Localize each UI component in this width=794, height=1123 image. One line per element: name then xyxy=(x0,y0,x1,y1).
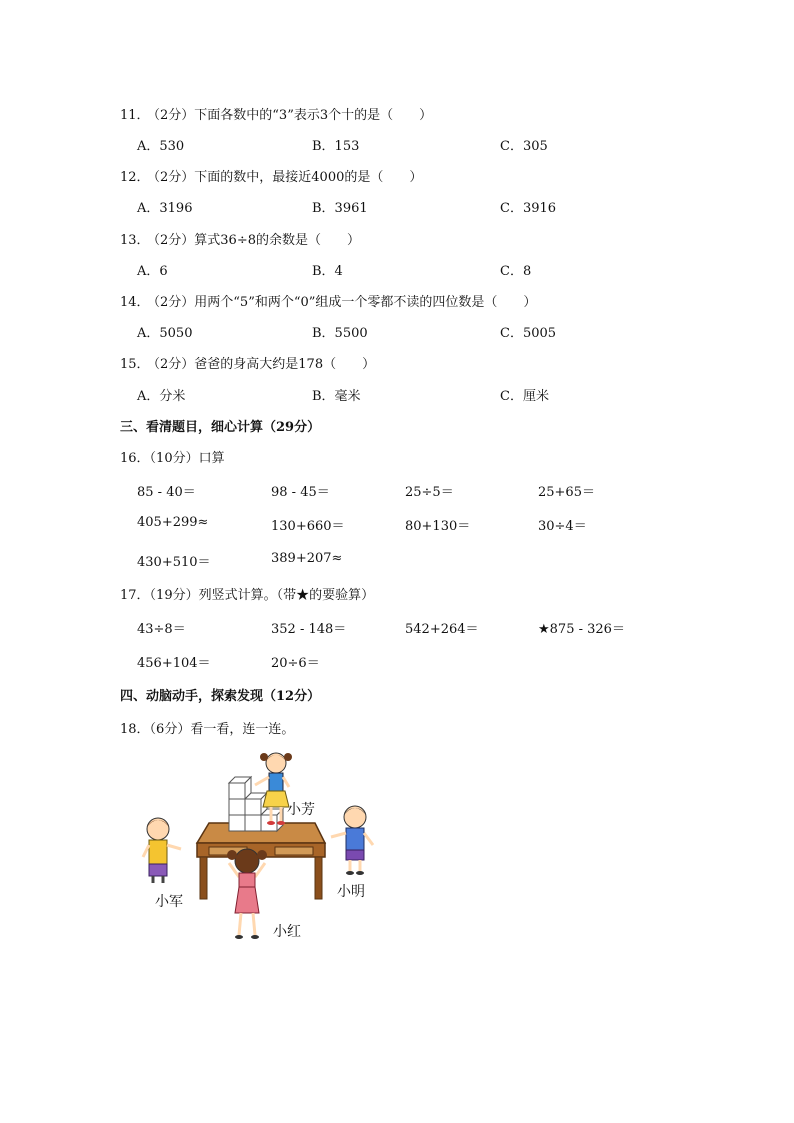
option-b[interactable]: B．5500 xyxy=(312,326,368,341)
calc-item: 80+130＝ xyxy=(405,519,471,534)
calc-item: 542+264＝ xyxy=(405,622,479,637)
option-b[interactable]: B．毫米 xyxy=(312,389,361,404)
section-title-3: 三、看清题目，细心计算（29分） xyxy=(120,420,321,435)
boy-xiaojun xyxy=(143,818,181,883)
calc-item: 30÷4＝ xyxy=(538,519,587,534)
question-number: 15． xyxy=(120,357,150,372)
question-16-title: 16．（10分）口算 xyxy=(120,451,225,466)
option-a[interactable]: A．5050 xyxy=(137,326,193,341)
calc-item: 430+510＝ xyxy=(137,555,211,570)
calc-item: 25+65＝ xyxy=(538,485,595,500)
calc-item: 130+660＝ xyxy=(271,519,345,534)
calc-item: ★875 - 326＝ xyxy=(538,622,625,637)
option-a[interactable]: A．530 xyxy=(137,139,185,154)
calc-item: 352 - 148＝ xyxy=(271,622,347,637)
calc-item: 85 - 40＝ xyxy=(137,485,196,500)
option-c[interactable]: C．5005 xyxy=(500,326,557,341)
option-a[interactable]: A．3196 xyxy=(137,201,193,216)
option-b[interactable]: B．3961 xyxy=(312,201,368,216)
question-18-title: 18．（6分）看一看，连一连。 xyxy=(120,722,295,737)
calc-item: 456+104＝ xyxy=(137,656,211,671)
option-c[interactable]: C．305 xyxy=(500,139,548,154)
question-text: （2分）爸爸的身高大约是178（ ） xyxy=(147,357,376,372)
calc-item: 389+207≈ xyxy=(271,551,343,566)
question-number: 14． xyxy=(120,295,150,310)
question-17-title: 17．（19分）列竖式计算。（带★的要验算） xyxy=(120,588,375,603)
option-a[interactable]: A．分米 xyxy=(137,389,186,404)
calc-item: 405+299≈ xyxy=(137,515,209,530)
question-number: 11． xyxy=(120,108,150,123)
question-text: （2分）算式36÷8的余数是（ ） xyxy=(147,233,360,248)
illustration-svg xyxy=(137,745,383,941)
label-xiaoming: 小明 xyxy=(337,884,365,900)
label-xiaohong: 小红 xyxy=(273,924,301,940)
option-c[interactable]: C．3916 xyxy=(500,201,557,216)
option-b[interactable]: B．4 xyxy=(312,264,343,279)
calc-item: 25÷5＝ xyxy=(405,485,454,500)
calc-item: 98 - 45＝ xyxy=(271,485,330,500)
question-text: （2分）下面各数中的“3”表示3个十的是（ ） xyxy=(147,108,433,123)
question-text: （2分）下面的数中，最接近4000的是（ ） xyxy=(147,170,423,185)
illustration-children-table xyxy=(137,745,383,941)
calc-item: 43÷8＝ xyxy=(137,622,186,637)
label-xiaofang: 小芳 xyxy=(287,802,315,818)
question-number: 13． xyxy=(120,233,150,248)
option-b[interactable]: B．153 xyxy=(312,139,360,154)
table-drawing xyxy=(197,823,325,899)
option-c[interactable]: C．8 xyxy=(500,264,532,279)
label-xiaojun: 小军 xyxy=(155,894,183,910)
girl-xiaohong xyxy=(227,849,267,939)
option-c[interactable]: C．厘米 xyxy=(500,389,549,404)
question-number: 12． xyxy=(120,170,150,185)
boy-xiaoming xyxy=(331,806,373,875)
section-title-4: 四、动脑动手，探索发现（12分） xyxy=(120,689,321,704)
question-text: （2分）用两个“5”和两个“0”组成一个零都不读的四位数是（ ） xyxy=(147,295,537,310)
calc-item: 20÷6＝ xyxy=(271,656,320,671)
option-a[interactable]: A．6 xyxy=(137,264,168,279)
